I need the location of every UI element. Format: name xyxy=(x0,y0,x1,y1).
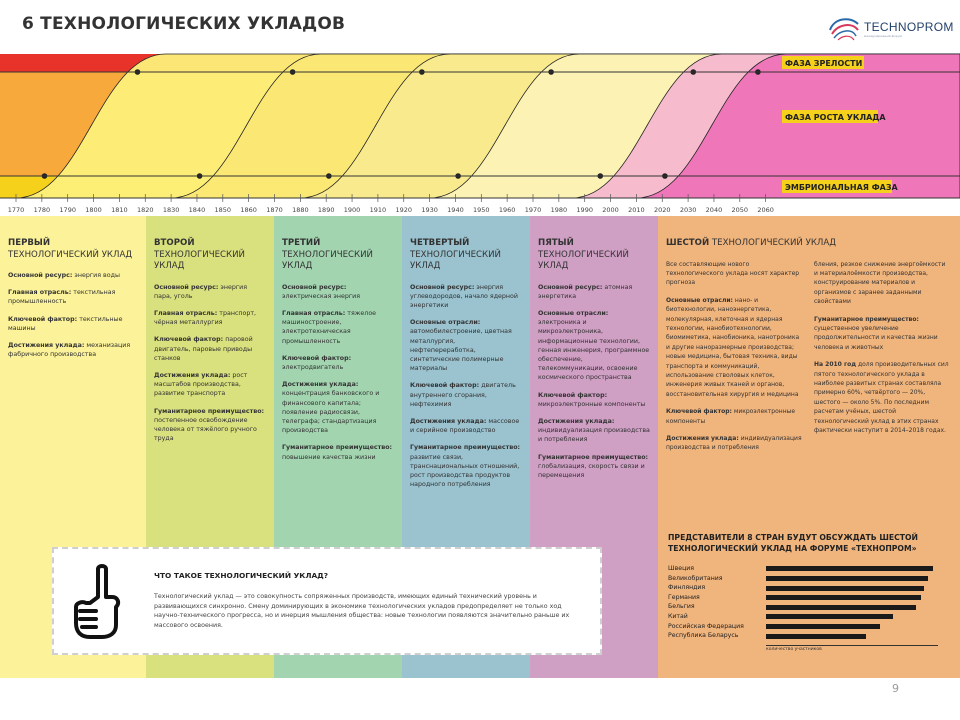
forum-title: ПРЕДСТАВИТЕЛИ 8 СТРАН БУДУТ ОБСУЖДАТЬ ШЕСТОЙ ТЕХНОЛОГИЧЕСКИЙ УКЛАД НА ФОРУМЕ «ТЕХНОПРОМ» xyxy=(668,533,918,553)
year-label: 1780 xyxy=(33,206,51,214)
column-item: Ключевой фактор: текстильные машины xyxy=(8,315,123,332)
year-label: 2040 xyxy=(705,206,723,214)
year-label: 2050 xyxy=(731,206,749,214)
column-item: Главная отрасль: тяжелое машиностроение, электротехническая промышленность xyxy=(282,309,377,345)
country-bar xyxy=(766,605,916,610)
year-label: 2010 xyxy=(628,206,645,214)
column-item: Достижения уклада: рост масштабов производства, развитие транспорта xyxy=(154,371,248,398)
column-title: ТЕХНОЛОГИЧЕСКИЙ УКЛАД xyxy=(8,249,133,260)
phase-label-maturity xyxy=(782,56,864,69)
sixth-right-text xyxy=(814,260,950,461)
country-row xyxy=(668,631,948,641)
year-label: 1830 xyxy=(162,206,180,214)
forum-participants xyxy=(668,532,948,652)
count-label: количество участников xyxy=(766,645,938,652)
column-item: Гуманитарное преимущество: повышение качества жизни xyxy=(282,444,393,461)
country-name: Бельгия xyxy=(668,603,695,611)
country-bar xyxy=(766,586,924,591)
column-item: Ключевой фактор: микроэлектронные компоненты xyxy=(538,391,646,408)
country-bar xyxy=(766,634,866,639)
column-item: Достижения уклада: концентрация банковского и финансового капитала; появление радиосвязи, телеграфа; стандартизация производства xyxy=(282,381,380,435)
column-item: На 2010 год доля производительных сил пятого технологического уклада в наиболее развитых странах составляла примерно 60%, четвёртого — 20%, шестого — около 5%. По последним расчетам учёных, шестой технологический уклад в этих странах фактически наступит в 2014–2018 годах. xyxy=(814,361,949,434)
column-item: Основной ресурс: энергия воды xyxy=(8,272,120,279)
year-label: 2000 xyxy=(602,206,619,214)
column-item: Основные отрасли: нано- и биотехнологии, наноэнергетика, молекулярная, клеточная и ядерная технологии, нанобиотехнологии, биомиметика, нанобионика, нанотроника и другие наноразмерные производства; новые медицина, бытовая техника, виды транспорта и коммуникаций, использование стволовых клеток, инженерия живых тканей и органов, восстановительная хирургия и медицина xyxy=(666,296,800,398)
country-list xyxy=(668,564,948,641)
year-label: 1820 xyxy=(136,206,154,214)
year-label: 1890 xyxy=(317,206,335,214)
page-title: 6 ТЕХНОЛОГИЧЕСКИХ УКЛАДОВ xyxy=(22,14,346,34)
year-label: 1790 xyxy=(59,206,76,214)
year-label: 1860 xyxy=(240,206,257,214)
column-item: Основные отрасли: электроника и микроэлектроника, информационные технологии, генная инженерия, программное обеспечение, телекоммуникации, освоение космического пространства xyxy=(538,309,650,382)
country-name: Великобритания xyxy=(668,574,723,582)
column-item: Основной ресурс: энергия углеводородов, начало ядерной энергетики xyxy=(410,283,518,309)
column-heading xyxy=(282,238,394,273)
year-label: 1940 xyxy=(447,206,464,214)
column-item: Главная отрасль: текстильная промышленность xyxy=(8,289,116,306)
column-title: ТЕХНОЛОГИЧЕСКИЙ УКЛАД xyxy=(538,249,629,271)
column-heading xyxy=(8,238,142,261)
raised-finger-hand-icon xyxy=(68,563,130,643)
country-row xyxy=(668,612,948,622)
column-heading xyxy=(410,238,522,273)
country-row xyxy=(668,593,948,603)
country-row xyxy=(668,564,948,574)
country-name: Республика Беларусь xyxy=(668,632,739,640)
column-number: ПЕРВЫЙ xyxy=(8,238,51,248)
country-name: Швеция xyxy=(668,565,695,572)
column-heading xyxy=(154,238,266,273)
column-number: ТРЕТИЙ xyxy=(282,238,321,248)
column-item: бления, резкое снижение энергоёмкости и материалоёмкости производства, конструирование материалов и организмов с заранее заданными свойствами xyxy=(814,260,946,306)
phase-label-growth xyxy=(782,110,886,123)
country-bar xyxy=(766,624,880,629)
info-box xyxy=(52,547,602,655)
logo-mark-icon xyxy=(826,12,862,44)
country-name: Финляндия xyxy=(668,584,706,592)
column-item: Основной ресурс: атомная энергетика xyxy=(538,283,633,300)
year-label: 1980 xyxy=(550,206,568,214)
sixth-left-text xyxy=(666,260,802,461)
column-item: Достижения уклада: индивидуализация производства и потребления xyxy=(666,435,802,452)
svg-text:ФАЗА ЗРЕЛОСТИ: ФАЗА ЗРЕЛОСТИ xyxy=(785,59,863,68)
year-label: 1850 xyxy=(214,206,232,214)
year-label: 1880 xyxy=(292,206,309,214)
country-bar xyxy=(766,595,921,600)
column-number: ЧЕТВЕРТЫЙ xyxy=(410,238,470,248)
column-item: Гуманитарное преимущество: существенное увеличение продолжительности и качества жизни человека и животных xyxy=(814,315,938,351)
year-label: 1930 xyxy=(421,206,438,214)
column-item: Достижения уклада: механизация фабричного производства xyxy=(8,342,131,359)
year-label: 1950 xyxy=(473,206,490,214)
sixth-column-text xyxy=(666,260,950,461)
country-row xyxy=(668,602,948,612)
column-title: ТЕХНОЛОГИЧЕСКИЙ УКЛАД xyxy=(282,249,373,271)
page-number: 9 xyxy=(892,682,899,695)
column-title: ТЕХНОЛОГИЧЕСКИЙ УКЛАД xyxy=(711,238,836,248)
column-item: Основной ресурс: энергия пара, уголь xyxy=(154,283,248,300)
country-name: Российская Федерация xyxy=(668,622,744,630)
year-label: 1970 xyxy=(524,206,542,214)
column-item: Ключевой фактор: двигатель внутреннего сгорания, нефтехимия xyxy=(410,382,516,408)
country-name: Германия xyxy=(668,593,700,601)
column-item: Ключевой фактор: микроэлектронные компоненты xyxy=(666,408,796,425)
year-label: 1870 xyxy=(266,206,283,214)
column-item: Гуманитарное преимущество: развитие связи, транснациональных отношений, рост производства продуктов народного потребления xyxy=(410,444,521,489)
column-number: ПЯТЫЙ xyxy=(538,238,574,248)
column-item: Основной ресурс: электрическая энергия xyxy=(282,283,361,300)
svg-text:ФАЗА РОСТА УКЛАДА: ФАЗА РОСТА УКЛАДА xyxy=(785,113,886,122)
column-heading xyxy=(666,238,950,250)
column-item: Гуманитарное преимущество: глобализация, скорость связи и перемещения xyxy=(538,453,649,479)
info-title: ЧТО ТАКОЕ ТЕХНОЛОГИЧЕСКИЙ УКЛАД? xyxy=(154,571,329,580)
column-item: Ключевой фактор: паровой двигатель, паровые приводы станков xyxy=(154,336,253,362)
phase-timeline xyxy=(0,48,960,216)
svg-text:ЭМБРИОНАЛЬНАЯ ФАЗА: ЭМБРИОНАЛЬНАЯ ФАЗА xyxy=(785,183,898,192)
year-label: 1920 xyxy=(395,206,413,214)
year-label: 1840 xyxy=(188,206,206,214)
column-item: Ключевой фактор: электродвигатель xyxy=(282,354,352,371)
country-row xyxy=(668,574,948,584)
column-item: Все составляющие нового технологического уклада носят характер прогноза xyxy=(666,260,800,287)
technoprom-logo xyxy=(826,12,954,44)
column-item: Основные отрасли: автомобилестроение, цветная металлургия, нефтепереработка, синтетические полимерные материалы xyxy=(410,319,512,373)
year-label: 1810 xyxy=(111,206,128,214)
country-row xyxy=(668,583,948,593)
country-bar xyxy=(766,576,928,581)
year-label: 2030 xyxy=(679,206,697,214)
year-label: 1990 xyxy=(576,206,593,214)
column-number: ВТОРОЙ xyxy=(154,238,195,248)
column-number: ШЕСТОЙ xyxy=(666,238,710,248)
column-item: Главная отрасль: транспорт, чёрная металлургия xyxy=(154,309,257,327)
year-label: 2060 xyxy=(757,206,774,214)
column-title: ТЕХНОЛОГИЧЕСКИЙ УКЛАД xyxy=(410,249,501,271)
country-name: Китай xyxy=(668,612,688,620)
logo-tagline: международный форум xyxy=(864,34,902,38)
country-bar xyxy=(766,614,893,619)
logo-name: TECHNOPROM xyxy=(864,20,954,34)
year-label: 1910 xyxy=(369,206,387,214)
country-row xyxy=(668,622,948,632)
year-label: 1900 xyxy=(343,206,361,214)
year-label: 1800 xyxy=(85,206,102,214)
column-item: Гуманитарное преимущество: постепенное освобождение человека от тяжёлого ручного труда xyxy=(154,407,265,443)
column-item: Достижения уклада: массовое и серийное производство xyxy=(410,417,520,435)
country-bar xyxy=(766,566,933,571)
year-label: 2020 xyxy=(653,206,671,214)
info-text: Технологический уклад — это совокупность сопряженных производств, имеющих единый технический уровень и развивающихся синхронно. Смену доминирующих в экономике технологических укладов предопределяет не только ход научно-технического прогресса, но и инерция мышления общества: новые технологии появляются значительно раньше их массового освоения. xyxy=(154,593,570,629)
year-label: 1770 xyxy=(7,206,25,214)
phase-label-embryonic xyxy=(782,180,899,193)
column-item: Достижения уклада: индивидуализация производства и потребления xyxy=(538,417,650,444)
column-heading xyxy=(538,238,650,273)
column-title: ТЕХНОЛОГИЧЕСКИЙ УКЛАД xyxy=(154,249,245,271)
year-label: 1960 xyxy=(498,206,516,214)
